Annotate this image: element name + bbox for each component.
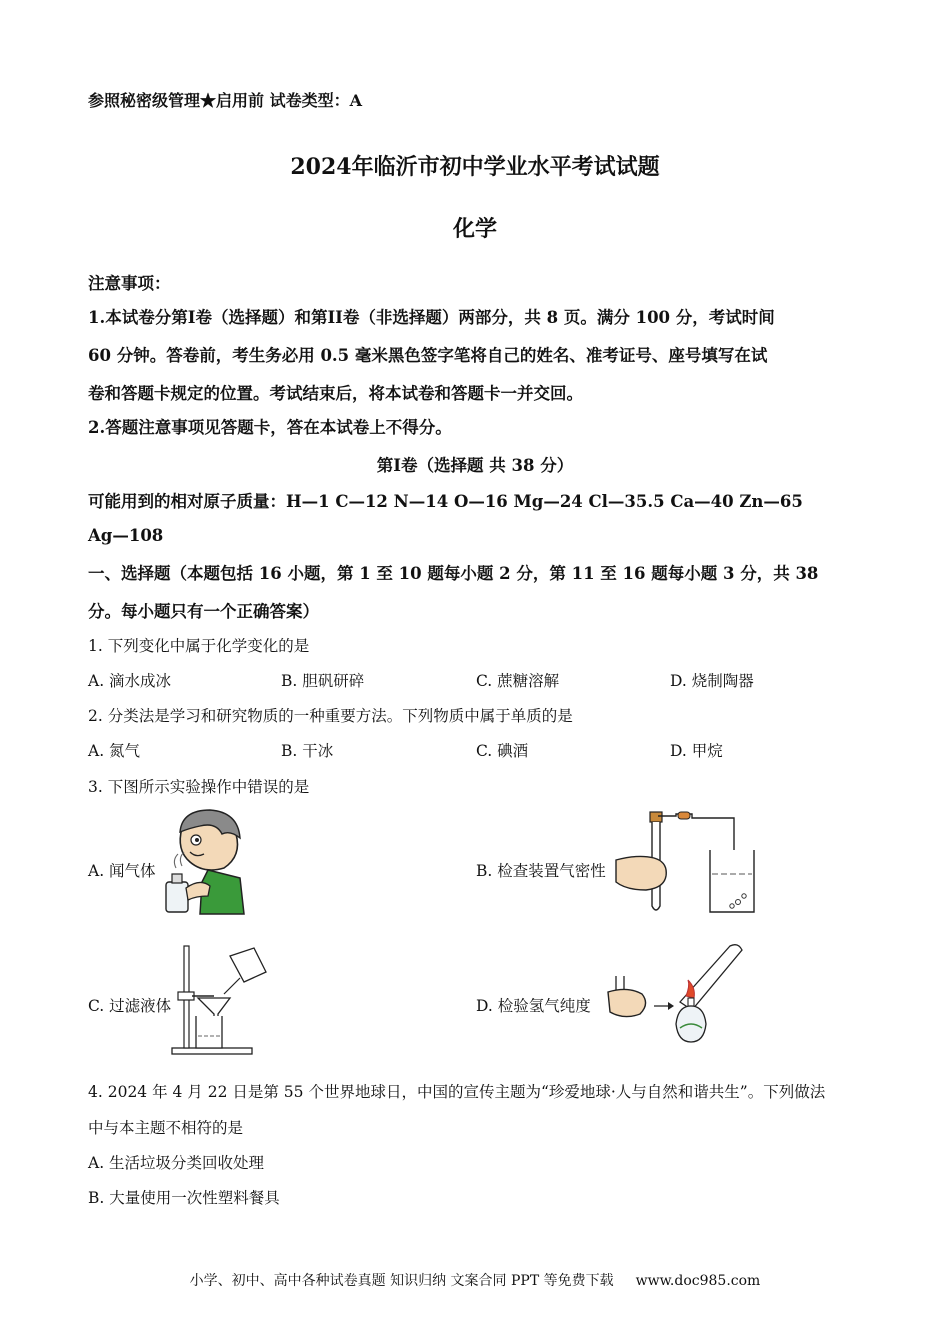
option-c: C. 碘酒	[476, 742, 529, 760]
filtration-illustration	[170, 942, 280, 1056]
question-4-stem: 4. 2024 年 4 月 22 日是第 55 个世界地球日，中国的宣传主题为“珍爱地球·人与自然和谐共生”。下列做法	[88, 1083, 826, 1101]
atomic-mass-line: Ag—108	[88, 526, 164, 545]
option-b: B. 干冰	[281, 742, 334, 760]
part1-heading: 第I卷（选择题 共 38 分）	[376, 456, 574, 475]
question-3-stem: 3. 下图所示实验操作中错误的是	[88, 778, 310, 796]
notice-line: 2.答题注意事项见答题卡，答在本试卷上不得分。	[88, 418, 452, 437]
option-a: A. 生活垃圾分类回收处理	[88, 1154, 265, 1172]
option-b: B. 大量使用一次性塑料餐具	[88, 1189, 280, 1207]
question-4-stem-continued: 中与本主题不相符的是	[88, 1119, 244, 1137]
section-instruction: 分。每小题只有一个正确答案）	[88, 602, 319, 621]
question-2-stem: 2. 分类法是学习和研究物质的一种重要方法。下列物质中属于单质的是	[88, 707, 573, 725]
hydrogen-purity-test-illustration	[604, 940, 744, 1056]
option-a: A. 氮气	[88, 742, 141, 760]
atomic-mass-line: 可能用到的相对原子质量：H—1 C—12 N—14 O—16 Mg—24 Cl—35.5 Ca—40 Zn—65	[88, 492, 803, 511]
section-instruction: 一、选择题（本题包括 16 小题，第 1 至 10 题每小题 2 分，第 11 至 16 题每小题 3 分，共 38	[88, 564, 819, 583]
exam-title: 2024年临沂市初中学业水平考试试题	[290, 154, 660, 180]
subject-title: 化学	[452, 216, 497, 242]
confidential-line: 参照秘密级管理★启用前 试卷类型：A	[88, 91, 362, 110]
option-c: C. 蔗糖溶解	[476, 672, 560, 690]
option-d: D. 检验氢气纯度	[476, 997, 591, 1015]
notice-line: 1.本试卷分第I卷（选择题）和第II卷（非选择题）两部分，共 8 页。满分 100 分，考试时间	[88, 308, 775, 327]
option-b: B. 胆矾研碎	[281, 672, 365, 690]
footer-url[interactable]: www.doc985.com	[635, 1273, 761, 1289]
page-footer	[0, 1270, 950, 1290]
notice-line: 卷和答题卡规定的位置。考试结束后，将本试卷和答题卡一并交回。	[88, 384, 583, 403]
option-c: C. 过滤液体	[88, 997, 172, 1015]
option-a: A. 闻气体	[88, 862, 156, 880]
option-d: D. 甲烷	[670, 742, 723, 760]
notice-line: 60 分钟。答卷前，考生务必用 0.5 毫米黑色签字笔将自己的姓名、准考证号、座号填写在试	[88, 346, 768, 365]
footer-text: 小学、初中、高中各种试卷真题 知识归纳 文案合同 PPT 等免费下载	[189, 1273, 614, 1289]
option-b: B. 检查装置气密性	[476, 862, 606, 880]
question-1-stem: 1. 下列变化中属于化学变化的是	[88, 637, 310, 655]
option-a: A. 滴水成冰	[88, 672, 172, 690]
smelling-gas-illustration	[160, 808, 250, 918]
notice-heading: 注意事项：	[88, 274, 171, 293]
airtightness-check-illustration	[614, 810, 764, 918]
option-d: D. 烧制陶器	[670, 672, 754, 690]
